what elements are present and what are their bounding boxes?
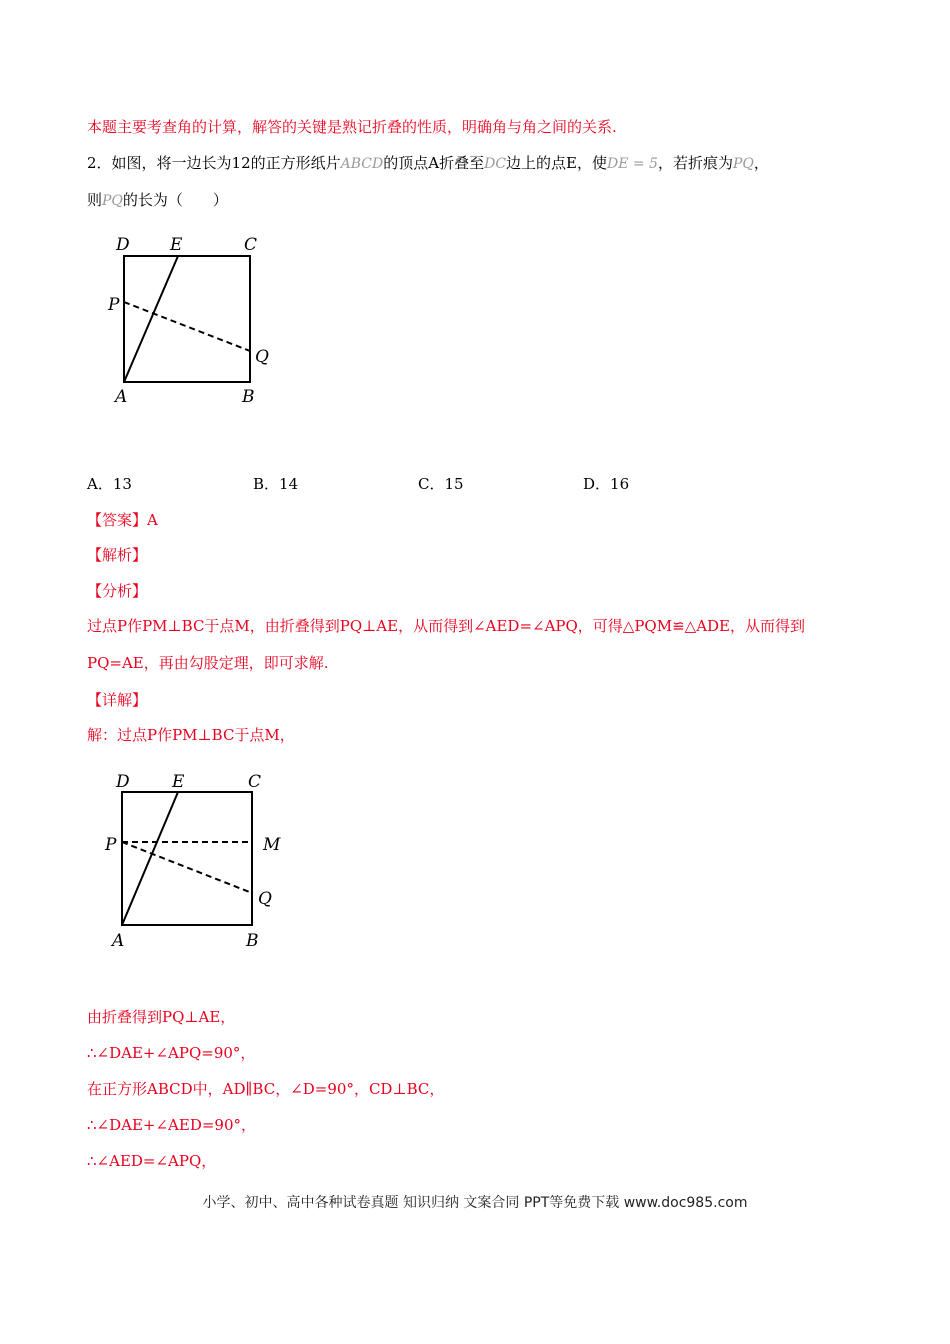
option-c: C．15 (418, 475, 464, 493)
fenxi-tag: 【分析】 (87, 582, 148, 600)
label-c: C (244, 235, 258, 255)
label-c-2: C (248, 772, 262, 792)
option-b: B．14 (253, 475, 299, 493)
fenxi-line-2: PQ=AE，再由勾股定理，即可求解. (87, 654, 329, 672)
fenxi-line-1: 过点P作PM⊥BC于点M，由折叠得到PQ⊥AE，从而得到∠AED=∠APQ，可得△PQM≌△ADE，从而得到 (87, 617, 806, 635)
math-de: DE = 5 (606, 156, 658, 172)
label-q: Q (255, 347, 269, 367)
math-abcd: ABCD (340, 156, 384, 172)
option-a: A．13 (87, 475, 132, 493)
figure-2 (100, 765, 300, 955)
label-b: B (242, 387, 255, 407)
label-b-2: B (246, 931, 259, 951)
detail-line-1: 解：过点P作PM⊥BC于点M， (87, 726, 295, 744)
label-p-2: P (105, 835, 117, 855)
figure-1 (100, 230, 290, 410)
label-d: D (116, 235, 130, 255)
step-2: ∴∠DAE+∠APQ=90°， (87, 1044, 256, 1062)
question-number: 2． (87, 154, 112, 172)
analysis-tag: 【解析】 (87, 546, 148, 564)
question-text-7: 的长为（ ） (122, 191, 228, 209)
question-line-2 (87, 190, 228, 211)
math-dc: DC (484, 156, 507, 172)
step-1: 由折叠得到PQ⊥AE， (87, 1008, 236, 1026)
segment-ae (124, 256, 178, 382)
math-pq: PQ (732, 156, 754, 172)
square-abcd-2 (122, 792, 252, 925)
question-text-2: 的顶点A折叠至 (383, 154, 485, 172)
question-text-4: ，若折痕为 (657, 154, 733, 172)
step-4: ∴∠DAE+∠AED=90°， (87, 1116, 257, 1134)
label-d-2: D (116, 772, 130, 792)
question-text-1: 如图，将一边长为12的正方形纸片 (111, 154, 341, 172)
label-q-2: Q (258, 889, 272, 909)
answer: 【答案】A (87, 511, 158, 529)
fold-line-pq (124, 302, 250, 351)
intro-note: 本题主要考查角的计算，解答的关键是熟记折叠的性质，明确角与角之间的关系. (87, 118, 617, 136)
option-d: D．16 (583, 475, 630, 493)
fold-line-pq-2 (122, 842, 252, 893)
step-5: ∴∠AED=∠APQ， (87, 1152, 217, 1170)
question-text-5: ， (753, 154, 769, 172)
step-3: 在正方形ABCD中，AD∥BC，∠D=90°，CD⊥BC， (87, 1080, 445, 1098)
segment-ae-2 (122, 792, 178, 925)
label-a: A (115, 387, 128, 407)
detail-tag: 【详解】 (87, 691, 148, 709)
label-e-2: E (172, 772, 185, 792)
math-pq-2: PQ (102, 193, 123, 209)
label-p: P (108, 295, 120, 315)
question-line-1 (87, 153, 769, 174)
label-e: E (170, 235, 183, 255)
question-text-3: 边上的点E，使 (506, 154, 607, 172)
square-abcd (124, 256, 250, 382)
question-text-6: 则 (87, 191, 103, 209)
label-a-2: A (112, 931, 125, 951)
footer: 小学、初中、高中各种试卷真题 知识归纳 文案合同 PPT等免费下载 www.doc985.com (202, 1195, 748, 1211)
label-m: M (263, 835, 281, 855)
